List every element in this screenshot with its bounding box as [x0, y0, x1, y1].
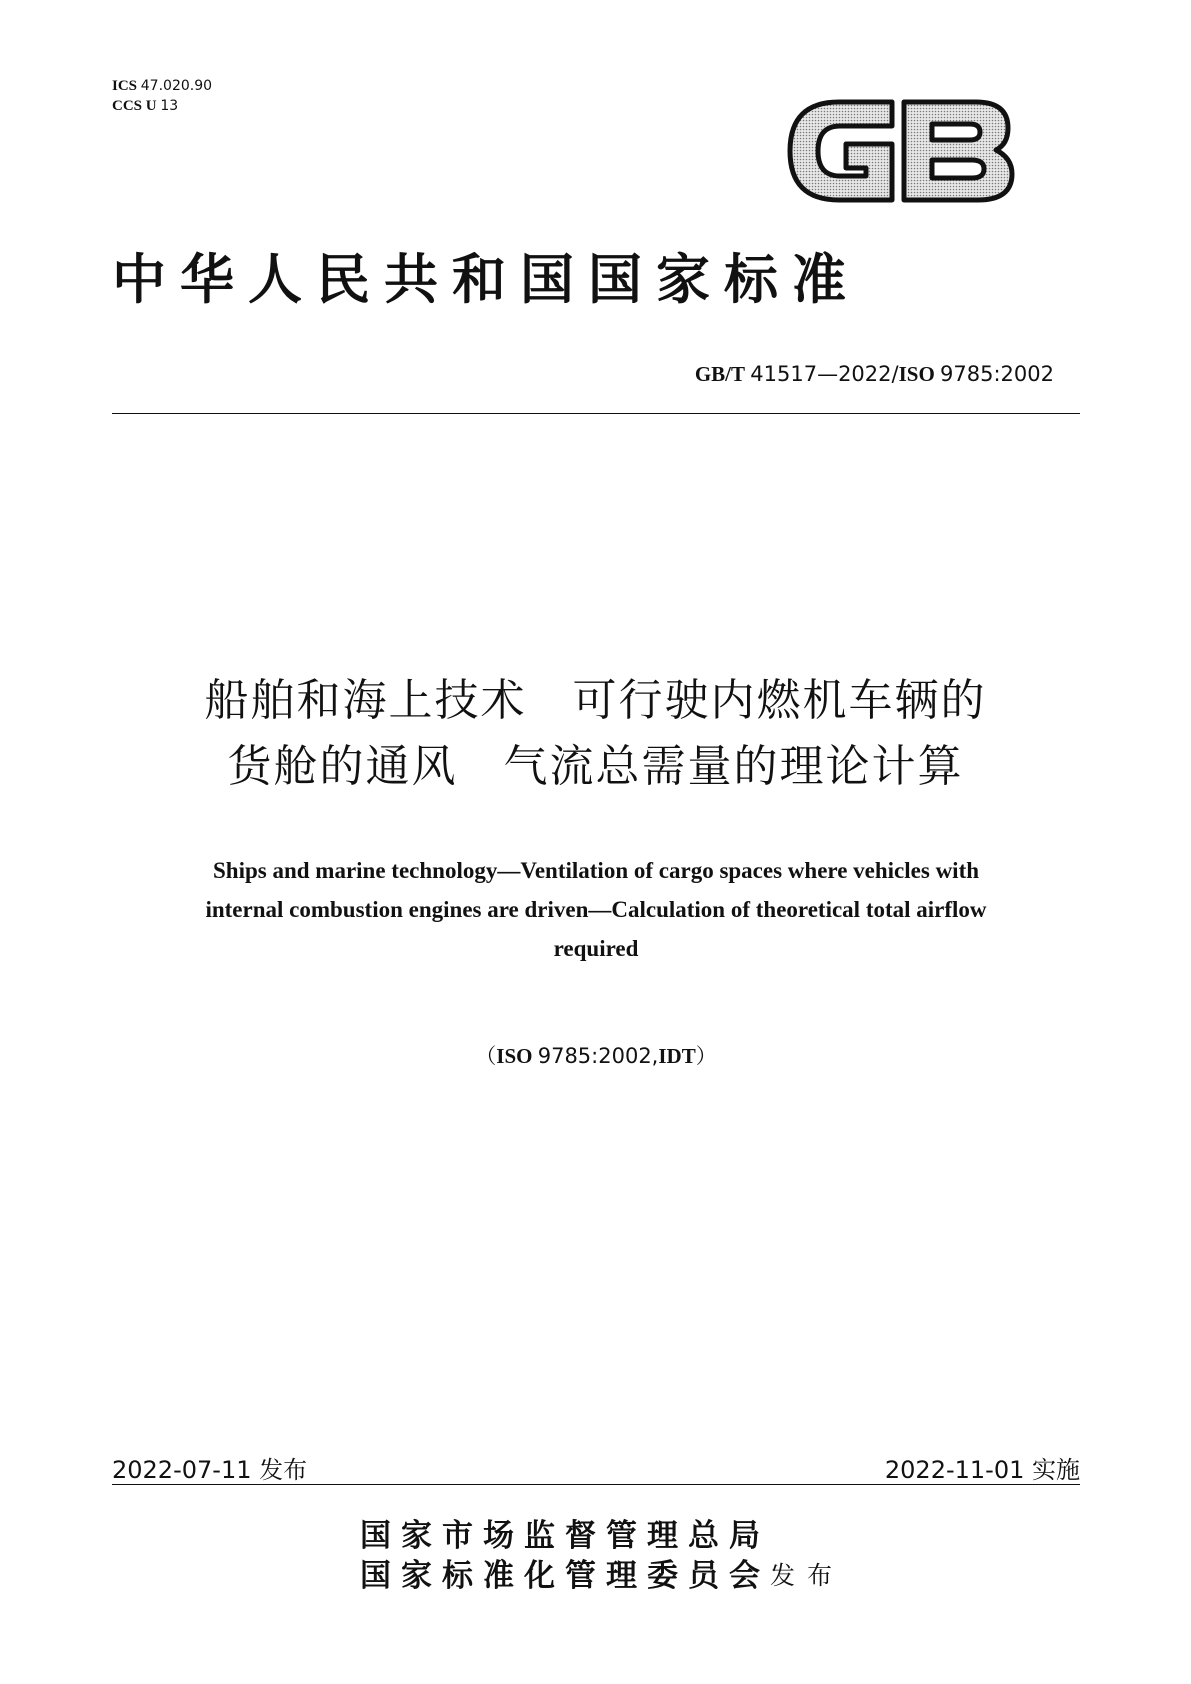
classification-codes — [112, 76, 212, 116]
ccs-code — [112, 96, 212, 116]
title-en-line1: Ships and marine technology—Ventilation of cargo spaces where vehicles with — [212, 858, 980, 883]
standard-prefix: GB/T — [694, 362, 746, 386]
publish-label: 发布 — [770, 1563, 845, 1590]
national-standard-heading: 中华人民共和国国家标准 — [112, 248, 860, 311]
title-en-line2: internal combustion engines are driven—Calculation of theoretical total airflow — [205, 897, 987, 922]
title-en-line3: required — [553, 936, 639, 961]
ics-label: ICS — [112, 78, 138, 94]
adoption-idt: IDT — [658, 1044, 696, 1068]
adoption-iso-number: 9785:2002, — [537, 1044, 659, 1068]
standard-iso-number: 9785:2002 — [940, 362, 1054, 386]
effective-date: 2022-11-01 实施 — [884, 1456, 1080, 1484]
issue-date: 2022-07-11 发布 — [112, 1456, 308, 1484]
footer-divider — [112, 1484, 1080, 1485]
standard-number — [695, 362, 1054, 387]
adoption-iso-label: ISO — [496, 1044, 533, 1068]
standard-iso-label: ISO — [898, 362, 935, 386]
ccs-label: CCS — [112, 98, 143, 114]
title-cn-line1: 船舶和海上技术 可行驶内燃机车辆的 — [204, 675, 987, 726]
adoption-open: （ — [475, 1044, 497, 1068]
ccs-value: 13 — [160, 98, 179, 114]
ccs-letter: U — [145, 98, 157, 114]
header-divider — [112, 413, 1080, 414]
gb-logo-graphic — [784, 92, 1020, 210]
ics-code — [112, 76, 212, 96]
issuer-sac: 国家标准化管理委员会 — [360, 1558, 770, 1593]
standard-number-value: 41517—2022/ — [750, 362, 899, 386]
ics-value: 47.020.90 — [140, 78, 213, 94]
issuer-samr: 国家市场监督管理总局 — [360, 1518, 770, 1553]
adoption-close: ） — [695, 1044, 717, 1068]
adoption-note — [112, 1040, 1080, 1070]
gb-logo — [784, 92, 1020, 210]
title-cn-line2: 货舱的通风 气流总需量的理论计算 — [227, 741, 964, 792]
